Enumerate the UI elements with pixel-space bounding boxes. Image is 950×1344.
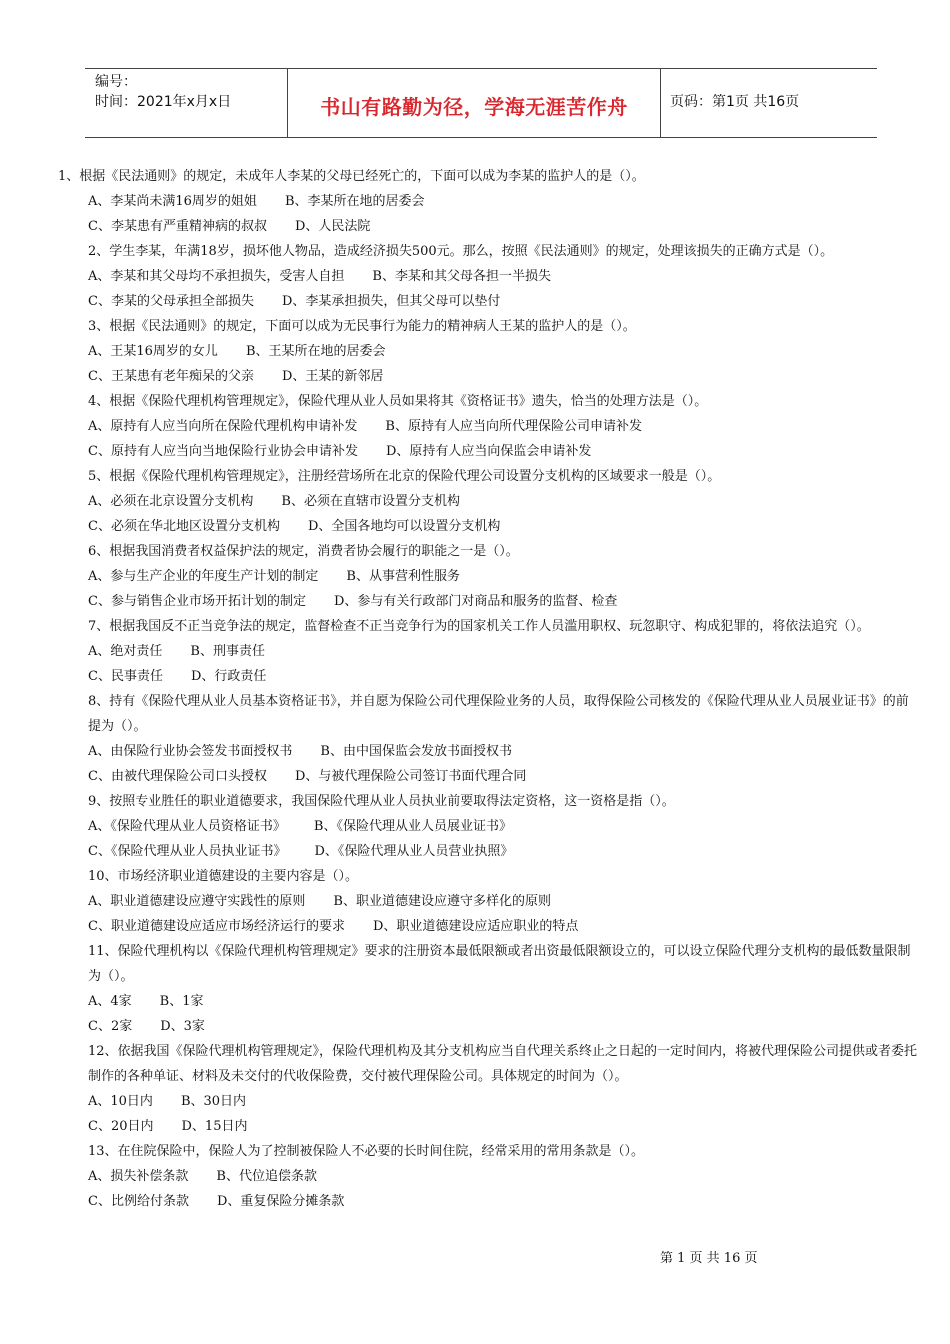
option: C、原持有人应当向当地保险行业协会申请补发 <box>88 444 358 459</box>
option-row <box>58 1089 918 1114</box>
option: C、2家 <box>88 1019 133 1034</box>
option-row <box>58 639 918 664</box>
option: C、必须在华北地区设置分支机构 <box>88 519 280 534</box>
option-row <box>58 814 918 839</box>
option: A、必须在北京设置分支机构 <box>88 494 254 509</box>
option: C、参与销售企业市场开拓计划的制定 <box>88 594 306 609</box>
option-row <box>58 739 918 764</box>
question-stem: 5、根据《保险代理机构管理规定》，注册经营场所在北京的保险代理公司设置分支机构的区域要求一般是（）。 <box>88 469 721 484</box>
question-stem: 10、市场经济职业道德建设的主要内容是（）。 <box>88 869 359 884</box>
header-motto: 书山有路勤为径，学海无涯苦作舟 <box>287 69 661 137</box>
option: C、20日内 <box>88 1119 154 1134</box>
option: D、原持有人应当向保监会申请补发 <box>385 444 592 459</box>
option-row <box>58 214 918 239</box>
option: D、15日内 <box>181 1119 248 1134</box>
option: B、刑事责任 <box>190 644 265 659</box>
option: C、比例给付条款 <box>88 1194 189 1209</box>
option: A、李某和其父母均不承担损失，受害人自担 <box>88 269 345 284</box>
option-row <box>58 364 918 389</box>
option: B、由中国保监会发放书面授权书 <box>320 744 512 759</box>
doc-number-label: 编号： <box>95 74 137 90</box>
question-stem: 11、保险代理机构以《保险代理机构管理规定》要求的注册资本最低限额或者出资最低限额设立的，可以设立保险代理分支机构的最低数量限制为（）。 <box>88 944 911 984</box>
option-row <box>58 889 918 914</box>
option-row <box>58 514 918 539</box>
option: B、代位追偿条款 <box>216 1169 317 1184</box>
option-row <box>58 1189 918 1214</box>
option: B、《保险代理从业人员展业证书》 <box>313 819 512 834</box>
question-stem: 12、依据我国《保险代理机构管理规定》，保险代理机构及其分支机构应当自代理关系终止之日起的一定时间内，将被代理保险公司提供或者委托制作的各种单证、材料及未交付的代收保险费，交付被代理保险公司。具体规定的时间为（）。 <box>88 1044 918 1084</box>
option: B、职业道德建设应遵守多样化的原则 <box>333 894 551 909</box>
option-row <box>58 489 918 514</box>
option-row <box>58 914 918 939</box>
option: A、绝对责任 <box>88 644 163 659</box>
option: D、参与有关行政部门对商品和服务的监督、检查 <box>333 594 618 609</box>
option: D、全国各地均可以设置分支机构 <box>307 519 501 534</box>
option: A、原持有人应当向所在保险代理机构申请补发 <box>88 419 358 434</box>
option-row <box>58 339 918 364</box>
option: A、10日内 <box>88 1094 153 1109</box>
option: A、4家 <box>88 994 132 1009</box>
option-row <box>58 289 918 314</box>
option: D、人民法院 <box>294 219 371 234</box>
option: D、职业道德建设应适应职业的特点 <box>372 919 579 934</box>
question-stem: 6、根据我国消费者权益保护法的规定，消费者协会履行的职能之一是（）。 <box>88 544 519 559</box>
option-row <box>58 264 918 289</box>
page-header <box>85 68 877 138</box>
page-footer: 第 1 页 共 16 页 <box>660 1251 758 1266</box>
option: D、李某承担损失，但其父母可以垫付 <box>281 294 501 309</box>
option: D、重复保险分摊条款 <box>216 1194 345 1209</box>
header-page-info: 页码：第1页 共16页 <box>670 94 800 110</box>
option-row <box>58 1164 918 1189</box>
header-meta <box>85 69 287 137</box>
option-row <box>58 764 918 789</box>
option: A、《保险代理从业人员资格证书》 <box>88 819 286 834</box>
option: C、民事责任 <box>88 669 163 684</box>
option: A、李某尚未满16周岁的姐姐 <box>88 194 257 209</box>
option: C、王某患有老年痴呆的父亲 <box>88 369 254 384</box>
option: D、王某的新邻居 <box>281 369 384 384</box>
option-row <box>58 1114 918 1139</box>
option: D、《保险代理从业人员营业执照》 <box>314 844 514 859</box>
question-stem: 13、在住院保险中，保险人为了控制被保险人不必要的长时间住院，经常采用的常用条款是（）。 <box>88 1144 645 1159</box>
option: C、《保险代理从业人员执业证书》 <box>88 844 287 859</box>
option: B、必须在直辖市设置分支机构 <box>281 494 460 509</box>
option: D、3家 <box>160 1019 205 1034</box>
option-row <box>58 564 918 589</box>
option-row <box>58 439 918 464</box>
option: A、参与生产企业的年度生产计划的制定 <box>88 569 319 584</box>
option-row <box>58 414 918 439</box>
question-stem: 2、学生李某，年满18岁，损坏他人物品，造成经济损失500元。那么，按照《民法通则》的规定，处理该损失的正确方式是（）。 <box>88 244 834 259</box>
question-stem: 8、持有《保险代理从业人员基本资格证书》，并自愿为保险公司代理保险业务的人员，取得保险公司核发的《保险代理从业人员展业证书》的前提为（）。 <box>88 694 909 734</box>
option-row <box>58 839 918 864</box>
option: D、与被代理保险公司签订书面代理合同 <box>294 769 527 784</box>
option-row <box>58 589 918 614</box>
doc-time-label: 时间：2021年x月x日 <box>95 94 232 110</box>
option-row <box>58 664 918 689</box>
option: B、李某所在地的居委会 <box>284 194 425 209</box>
option: A、损失补偿条款 <box>88 1169 189 1184</box>
question-list <box>58 164 918 1214</box>
question-stem: 4、根据《保险代理机构管理规定》，保险代理从业人员如果将其《资格证书》遗失，恰当的处理方法是（）。 <box>88 394 708 409</box>
option: C、职业道德建设应适应市场经济运行的要求 <box>88 919 345 934</box>
question-stem: 3、根据《民法通则》的规定，下面可以成为无民事行为能力的精神病人王某的监护人的是（）。 <box>88 319 636 334</box>
option: B、30日内 <box>180 1094 247 1109</box>
option-row <box>58 189 918 214</box>
question-stem: 1、根据《民法通则》的规定，未成年人李某的父母已经死亡的，下面可以成为李某的监护人的是（）。 <box>58 169 645 184</box>
option-row <box>58 1014 918 1039</box>
question-stem: 9、按照专业胜任的职业道德要求，我国保险代理从业人员执业前要取得法定资格，这一资格是指（）。 <box>88 794 675 809</box>
option-row <box>58 989 918 1014</box>
option: C、李某的父母承担全部损失 <box>88 294 254 309</box>
option: A、王某16周岁的女儿 <box>88 344 218 359</box>
option: A、职业道德建设应遵守实践性的原则 <box>88 894 306 909</box>
option: C、李某患有严重精神病的叔叔 <box>88 219 267 234</box>
option: B、1家 <box>159 994 204 1009</box>
question-stem: 7、根据我国反不正当竞争法的规定，监督检查不正当竞争行为的国家机关工作人员滥用职权、玩忽职守、构成犯罪的，将依法追究（）。 <box>88 619 870 634</box>
option: B、李某和其父母各担一半损失 <box>372 269 551 284</box>
option: B、原持有人应当向所代理保险公司申请补发 <box>385 419 642 434</box>
option: A、由保险行业协会签发书面授权书 <box>88 744 293 759</box>
option: B、王某所在地的居委会 <box>245 344 386 359</box>
option: B、从事营利性服务 <box>346 569 460 584</box>
option: D、行政责任 <box>190 669 267 684</box>
option: C、由被代理保险公司口头授权 <box>88 769 267 784</box>
